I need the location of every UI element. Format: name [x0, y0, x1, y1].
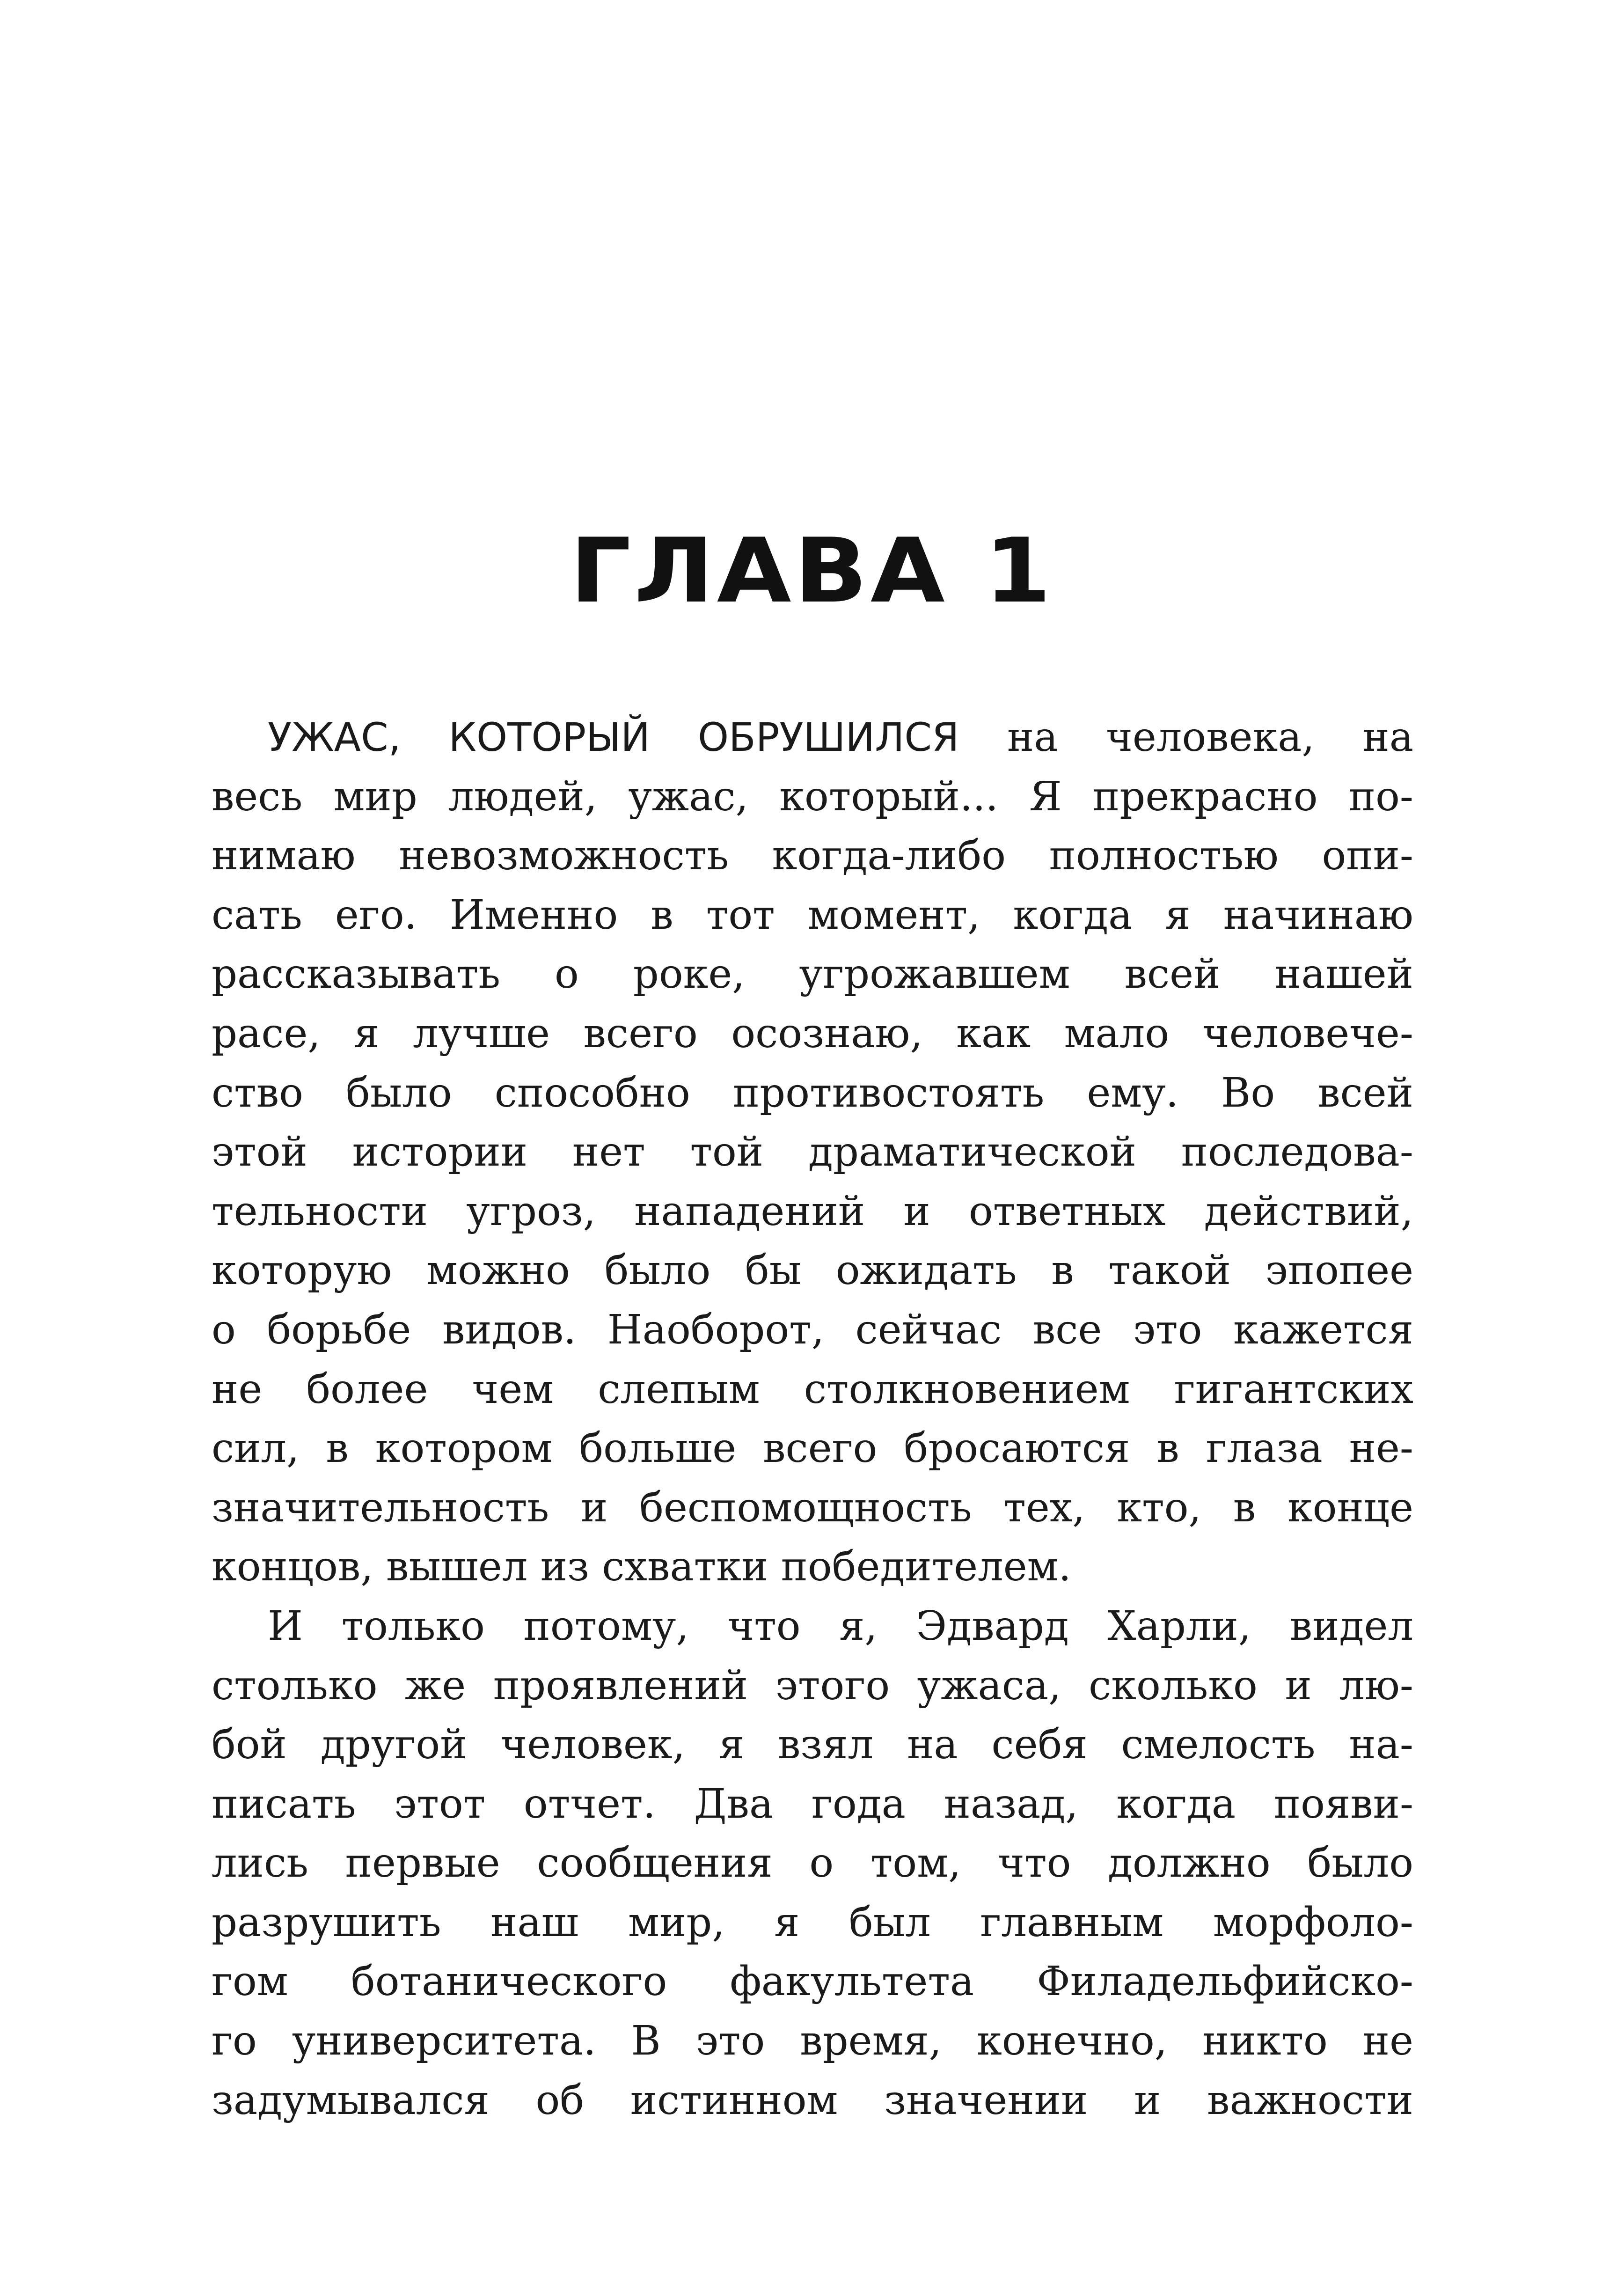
- text-line: столько же проявлений этого ужаса, сколько и лю-: [212, 1662, 1413, 1709]
- chapter-body: [212, 708, 1413, 2130]
- opening-line-rest: на человека, на: [959, 714, 1413, 761]
- text-line: лись первые сообщения о том, что должно было: [212, 1840, 1413, 1887]
- text-line: задумывался об истинном значении и важности: [212, 2077, 1413, 2124]
- text-line: рассказывать о роке, угрожавшем всей нашей: [212, 951, 1413, 998]
- opening-small-caps: УЖАС, КОТОРЫЙ ОБРУШИЛСЯ: [268, 714, 959, 760]
- text-line: расе, я лучше всего осознаю, как мало человече-: [212, 1010, 1413, 1057]
- text-line: которую можно было бы ожидать в такой эпопее: [212, 1247, 1413, 1294]
- text-line: разрушить наш мир, я был главным морфоло-: [212, 1899, 1413, 1946]
- text-line: значительность и беспомощность тех, кто, в конце: [212, 1484, 1413, 1531]
- text-line: нимаю невозможность когда-либо полностью опи-: [212, 832, 1413, 880]
- text-line: сил, в котором больше всего бросаются в глаза не-: [212, 1425, 1413, 1472]
- paragraph-2: [212, 1597, 1413, 2130]
- text-line: гом ботанического факультета Филадельфийско-: [212, 1958, 1413, 2005]
- text-line: И только потому, что я, Эдвард Харли, видел: [268, 1602, 1413, 1650]
- paragraph-1: [212, 708, 1413, 1597]
- text-line: тельности угроз, нападений и ответных действий,: [212, 1188, 1413, 1235]
- text-line: ство было способно противостоять ему. Во всей: [212, 1069, 1413, 1116]
- chapter-title: ГЛАВА 1: [570, 519, 1054, 623]
- text-line: писать этот отчет. Два года назад, когда появи-: [212, 1780, 1413, 1828]
- text-line: [212, 708, 1413, 767]
- text-line: бой другой человек, я взял на себя смелость на-: [212, 1721, 1413, 1769]
- text-line: го университета. В это время, конечно, никто не: [212, 2018, 1413, 2065]
- text-line: весь мир людей, ужас, который... Я прекрасно по-: [212, 773, 1413, 820]
- text-line: о борьбе видов. Наоборот, сейчас все это кажется: [212, 1306, 1413, 1353]
- text-line: не более чем слепым столкновением гигантских: [212, 1365, 1413, 1413]
- text-line: концов, вышел из схватки победителем.: [212, 1543, 1071, 1591]
- text-line: сать его. Именно в тот момент, когда я начинаю: [212, 891, 1413, 939]
- text-line: этой истории нет той драматической последова-: [212, 1129, 1413, 1176]
